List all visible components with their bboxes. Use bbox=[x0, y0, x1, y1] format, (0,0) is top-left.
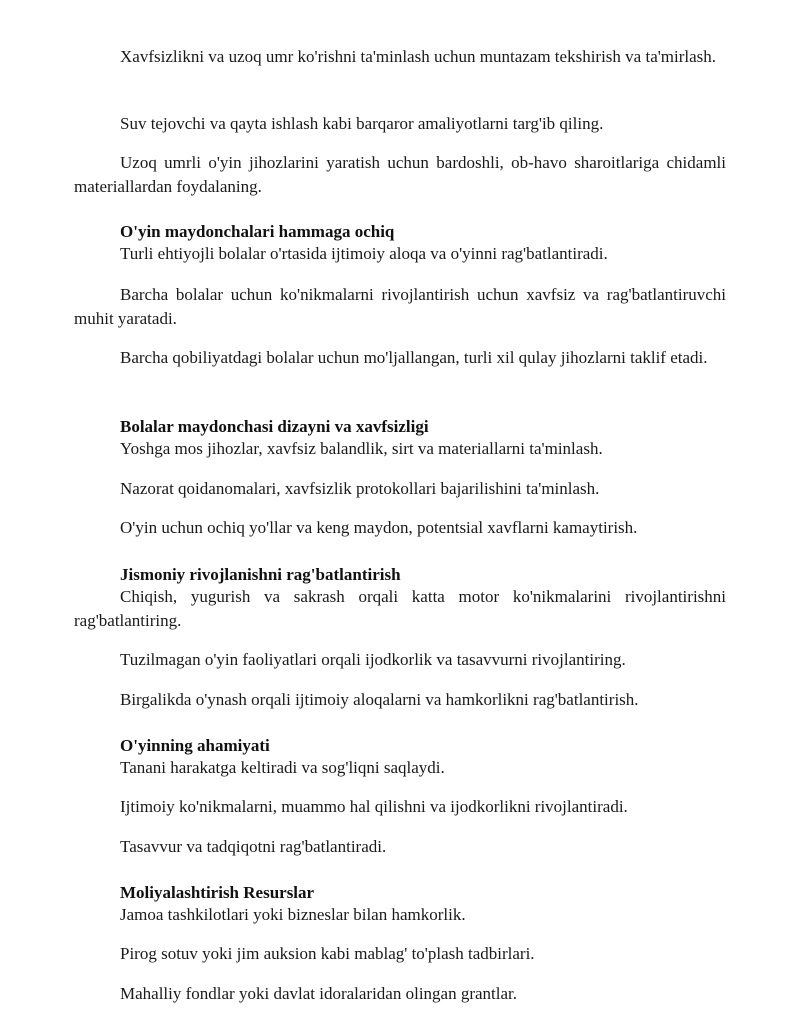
section-heading-importance: O'yinning ahamiyati bbox=[120, 736, 270, 755]
section-physical-item-1: Chiqish, yugurish va sakrash orqali katta motor ko'nikmalarini rivojlantirishni rag'batlantiring. bbox=[74, 587, 726, 630]
section-funding-item-2: Pirog sotuv yoki jim auksion kabi mablag' to'plash tadbirlari. bbox=[120, 944, 535, 963]
section-inclusive-item-1: Turli ehtiyojli bolalar o'rtasida ijtimoiy aloqa va o'yinni rag'batlantiradi. bbox=[120, 244, 608, 263]
section-funding-item-1: Jamoa tashkilotlari yoki bizneslar bilan hamkorlik. bbox=[120, 905, 466, 924]
section-inclusive-item-3: Barcha qobiliyatdagi bolalar uchun mo'ljallangan, turli xil qulay jihozlarni taklif etadi. bbox=[120, 348, 708, 367]
section-design-safety-item-3: O'yin uchun ochiq yo'llar va keng maydon, potentsial xavflarni kamaytirish. bbox=[120, 518, 638, 537]
section-design-safety-item-2: Nazorat qoidanomalari, xavfsizlik protokollari bajarilishini ta'minlash. bbox=[120, 479, 600, 498]
section-importance-item-2: Ijtimoiy ko'nikmalarni, muammo hal qilishni va ijodkorlikni rivojlantiradi. bbox=[120, 797, 628, 816]
section-importance-item-1: Tanani harakatga keltiradi va sog'liqni saqlaydi. bbox=[120, 758, 445, 777]
section-physical-item-3: Birgalikda o'ynash orqali ijtimoiy aloqalarni va hamkorlikni rag'batlantirish. bbox=[120, 690, 639, 709]
section-inclusive-item-2: Barcha bolalar uchun ko'nikmalarni rivojlantirish uchun xavfsiz va rag'batlantiruvchi muhit yaratadi. bbox=[74, 285, 726, 328]
paragraph-materials: Uzoq umrli o'yin jihozlarini yaratish uchun bardoshli, ob-havo sharoitlariga chidamli materiallardan foydalaning. bbox=[74, 153, 726, 196]
section-heading-physical: Jismoniy rivojlanishni rag'batlantirish bbox=[120, 565, 401, 584]
section-importance-item-3: Tasavvur va tadqiqotni rag'batlantiradi. bbox=[120, 837, 387, 856]
section-heading-inclusive: O'yin maydonchalari hammaga ochiq bbox=[120, 222, 395, 241]
section-funding-item-3: Mahalliy fondlar yoki davlat idoralaridan olingan grantlar. bbox=[120, 984, 518, 1003]
paragraph-maintenance: Xavfsizlikni va uzoq umr ko'rishni ta'minlash uchun muntazam tekshirish va ta'mirlash. bbox=[120, 47, 717, 66]
paragraph-sustainability: Suv tejovchi va qayta ishlash kabi barqaror amaliyotlarni targ'ib qiling. bbox=[120, 114, 604, 133]
section-physical-item-2: Tuzilmagan o'yin faoliyatlari orqali ijodkorlik va tasavvurni rivojlantiring. bbox=[120, 650, 626, 669]
section-heading-design-safety: Bolalar maydonchasi dizayni va xavfsizligi bbox=[120, 417, 429, 436]
section-heading-funding: Moliyalashtirish Resurslar bbox=[120, 883, 315, 902]
section-design-safety-item-1: Yoshga mos jihozlar, xavfsiz balandlik, sirt va materiallarni ta'minlash. bbox=[120, 439, 603, 458]
